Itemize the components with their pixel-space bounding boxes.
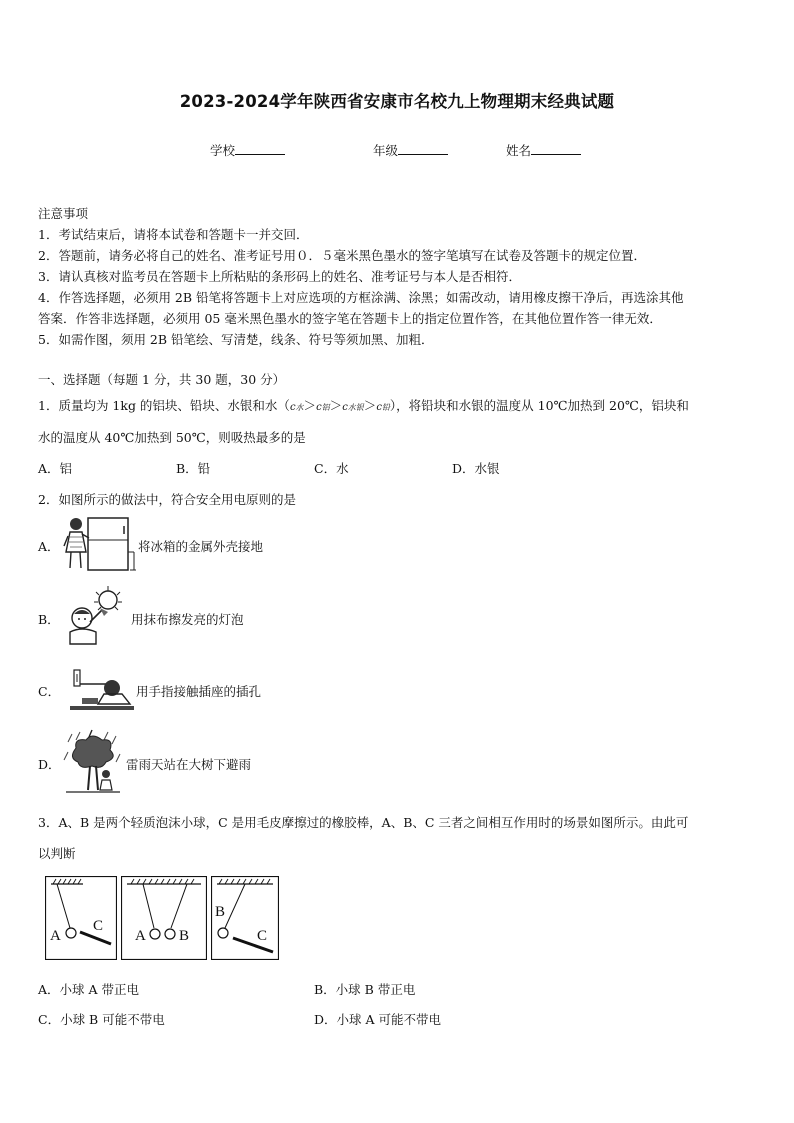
spec-heat-symbol: c [289, 402, 296, 413]
note-line: 5．如需作图，须用 2B 铅笔绘、写清楚，线条、符号等须加黑、加粗． [38, 332, 434, 347]
fig1-label-a: A [50, 928, 61, 944]
q2-option-d-letter[interactable]: D． [38, 757, 61, 772]
q3-option-a[interactable]: A．小球 A 带正电 [38, 982, 140, 997]
note-line: 答案．作答非选择题，必须用 05 毫米黑色墨水的签字笔在答题卡上的指定位置作答，在其他位置作答一律无效． [38, 311, 662, 326]
fridge-grounding-image [62, 512, 136, 574]
page-title: 2023-2024学年陕西省安康市名校九上物理期末经典试题 [179, 92, 615, 111]
name-field[interactable] [506, 141, 581, 159]
subscript-lead: 铅 [381, 403, 390, 412]
wiping-bulb-image [62, 584, 128, 646]
figure-panel-3 [211, 876, 279, 960]
note-line: 4．作答选择题，必须用 2B 铅笔将答题卡上对应选项的方框涂满、涂黑；如需改动，请用橡皮擦干净后，再选涂其他 [38, 290, 684, 305]
q1-stem-text: ），将铅块和水银的温度从 10℃加热到 20℃，铝块和 [389, 398, 689, 413]
greater-than: ＞ [303, 398, 317, 413]
question-3-stem-line2: 以判断 [38, 846, 76, 861]
question-2-stem: 2．如图所示的做法中，符合安全用电原则的是 [38, 492, 296, 507]
q2-option-a-letter[interactable]: A． [38, 539, 60, 554]
q2-option-d-text: 雷雨天站在大树下避雨 [126, 757, 252, 772]
q1-option-c[interactable]: C．水 [314, 461, 349, 476]
fig3-label-c: C [257, 928, 268, 944]
tree-in-storm-image [62, 728, 124, 798]
question-3-stem-line1: 3．A、B 是两个轻质泡沫小球，C 是用毛皮摩擦过的橡胶棒，A、B、C 三者之间相互作用时的场景如图所示。由此可 [38, 815, 689, 830]
greater-than: ＞ [363, 398, 377, 413]
school-blank[interactable] [235, 142, 285, 155]
subscript-water: 水 [295, 403, 304, 412]
q1-stem-text: 1．质量均为 1kg 的铝块、铅块、水银和水（ [38, 398, 290, 413]
spec-heat-symbol: c [342, 402, 348, 413]
subscript-mercury: 水银 [347, 403, 364, 412]
note-line: 2．答题前，请务必将自己的姓名、准考证号用０．５毫米黑色墨水的签字笔填写在试卷及答题卡的规定位置． [38, 248, 646, 263]
q2-option-a-text: 将冰箱的金属外壳接地 [138, 539, 264, 554]
q2-option-c-text: 用手指接触插座的插孔 [136, 684, 262, 699]
touching-socket-image [68, 668, 136, 712]
name-blank[interactable] [531, 142, 581, 155]
subscript-aluminum: 铝 [321, 403, 330, 412]
spec-heat-symbol: c [376, 402, 382, 413]
school-label: 学校 [210, 143, 236, 158]
q3-option-b[interactable]: B．小球 B 带正电 [314, 982, 416, 997]
q2-option-b-text: 用抹布擦发亮的灯泡 [131, 612, 244, 627]
fig2-label-b: B [179, 928, 190, 944]
fig3-label-b: B [215, 904, 226, 920]
q2-option-c-letter[interactable]: C． [38, 684, 61, 699]
q1-option-a[interactable]: A．铝 [38, 461, 73, 476]
note-line: 1．考试结束后，请将本试卷和答题卡一并交回． [38, 227, 309, 242]
fig2-label-a: A [135, 928, 146, 944]
q3-option-c[interactable]: C．小球 B 可能不带电 [38, 1012, 165, 1027]
figure-panel-2 [121, 876, 207, 960]
section-heading: 一、选择题（每题 1 分，共 30 题，30 分） [38, 372, 286, 387]
grade-blank[interactable] [398, 142, 448, 155]
grade-field[interactable] [373, 141, 448, 159]
notes-heading: 注意事项 [38, 206, 89, 221]
note-line: 3．请认真核对监考员在答题卡上所粘贴的条形码上的姓名、准考证号与本人是否相符． [38, 269, 521, 284]
q1-option-b[interactable]: B．铅 [176, 461, 211, 476]
question-1-stem-line1 [38, 396, 689, 414]
grade-label: 年级 [373, 143, 399, 158]
fig1-label-c: C [93, 918, 104, 934]
question-1-stem-line2: 水的温度从 40℃加热到 50℃，则吸热最多的是 [38, 430, 306, 445]
greater-than: ＞ [329, 398, 343, 413]
spec-heat-symbol: c [316, 402, 322, 413]
school-field[interactable] [210, 141, 285, 159]
q3-option-d[interactable]: D．小球 A 可能不带电 [314, 1012, 441, 1027]
q1-option-d[interactable]: D．水银 [452, 461, 500, 476]
name-label: 姓名 [506, 143, 532, 158]
q2-option-b-letter[interactable]: B． [38, 612, 60, 627]
figure-panel-1 [45, 876, 117, 960]
